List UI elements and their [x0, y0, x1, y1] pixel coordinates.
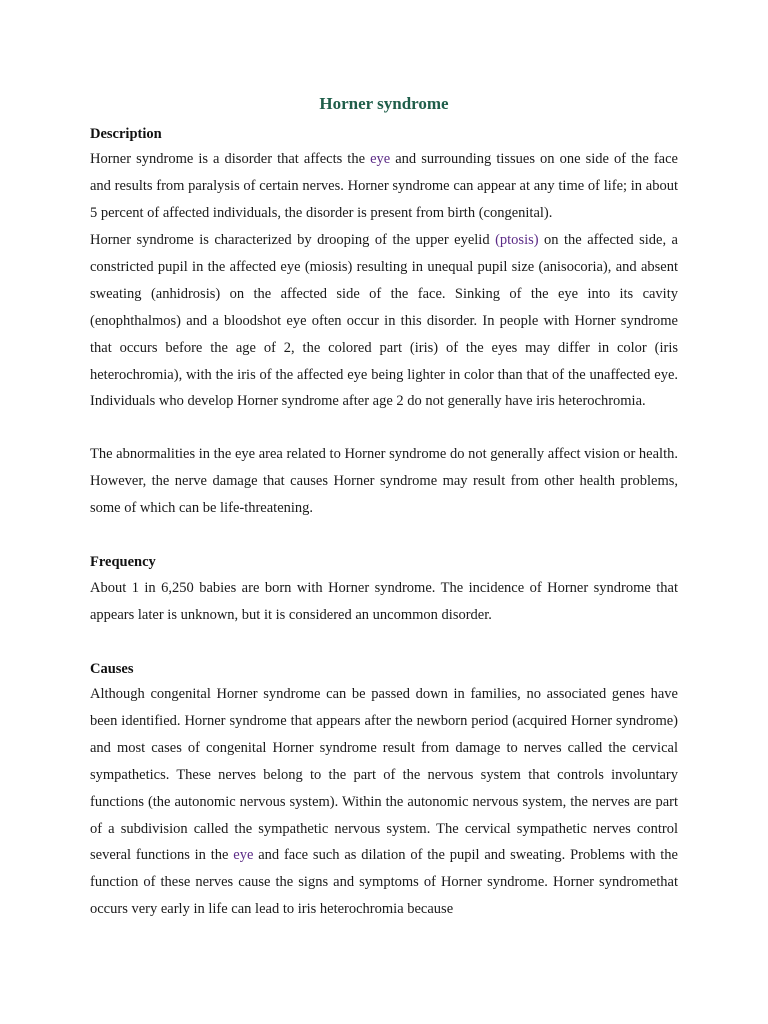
- description-paragraph-2: [90, 227, 678, 415]
- eye-link[interactable]: eye: [370, 151, 391, 167]
- frequency-paragraph-1: About 1 in 6,250 babies are born with Horner syndrome. The incidence of Horner syndrome that appears later is unknown, but it is considered an uncommon disorder.: [90, 580, 678, 623]
- section-heading-causes: Causes: [90, 661, 134, 677]
- text-run: Although congenital Horner syndrome can be passed down in families, no associated genes have been identified. Horner syndrome that appears after the newborn period (acquired Horner syndrome) and most cases of congenital Horner syndrome result from damage to nerves called the cervical sympathetics. These nerves belong to the part of the nervous system that controls involuntary functions (the autonomic nervous system). Within the autonomic nervous system, the nerves are part of a subdivision called the sympathetic nervous system. The cervical sympathetic nerves control several functions in the: [90, 686, 678, 864]
- text-run: Horner syndrome is a disorder that affects the: [90, 151, 371, 167]
- ptosis-link[interactable]: (ptosis): [495, 232, 539, 248]
- section-heading-description: Description: [90, 126, 162, 142]
- section-heading-frequency: Frequency: [90, 554, 156, 570]
- text-run: and face such as dilation of the pupil and sweating. Problems with the function of these nerves cause the signs and symptoms of Horner syndrome. Horner syndromethat occurs very early in life can lead to iris heterochromia because: [90, 847, 678, 918]
- page-title: Horner syndrome: [319, 94, 449, 113]
- text-run: and surrounding tissues on one side of the face and results from paralysis of certain nerves. Horner syndrome can appear at any time of life; in about 5 percent of affected individuals, the disorder is present from birth (congenital).: [90, 151, 678, 221]
- text-run: on the affected side, a constricted pupil in the affected eye (miosis) resulting in unequal pupil size (anisocoria), and absent sweating (anhidrosis) on the affected side of the face. Sinking of the eye into its cavity (enophthalmos) and a bloodshot eye often occur in this disorder. In people with Horner syndrome that occurs before the age of 2, the colored part (iris) of the eyes may differ in color (iris heterochromia), with the iris of the affected eye being lighter in color than that of the unaffected eye. Individuals who develop Horner syndrome after age 2 do not generally have iris heterochromia.: [90, 232, 678, 410]
- causes-paragraph-1: [90, 681, 678, 923]
- description-paragraph-1: [90, 146, 678, 227]
- text-run: Horner syndrome is characterized by drooping of the upper eyelid: [90, 232, 496, 248]
- eye-link[interactable]: eye: [233, 847, 254, 864]
- description-paragraph-3: The abnormalities in the eye area related to Horner syndrome do not generally affect vision or health. However, the nerve damage that causes Horner syndrome may result from other health problems, some of which can be life-threatening.: [90, 446, 678, 516]
